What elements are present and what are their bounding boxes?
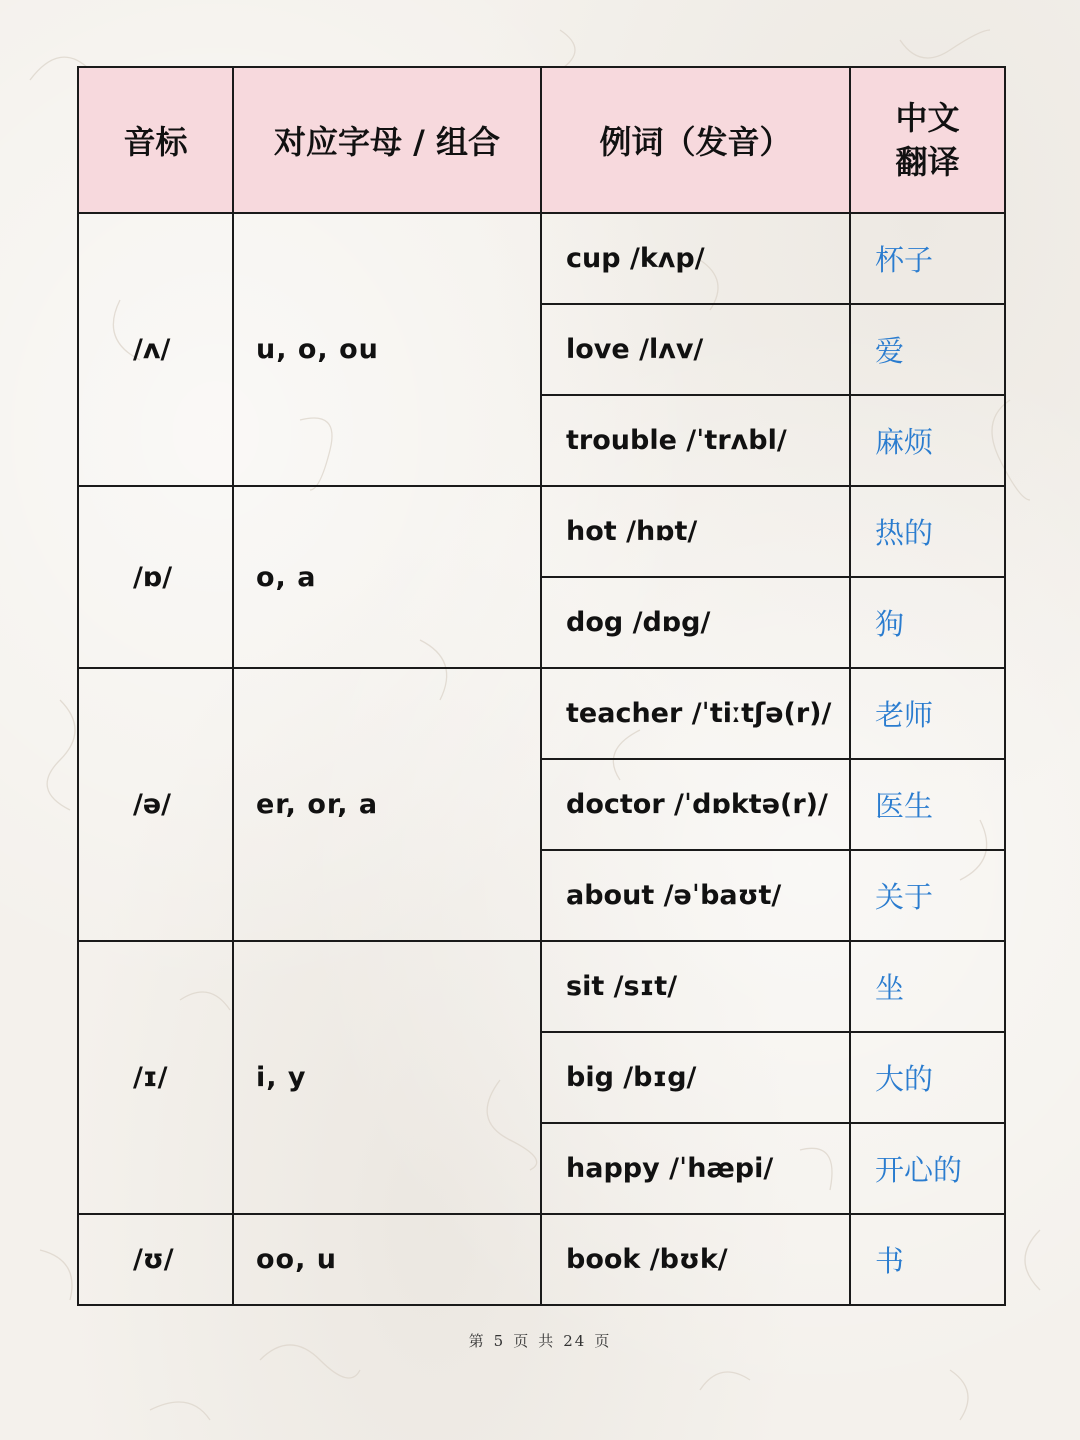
header-translation-line2: 翻译 <box>895 143 960 181</box>
chinese-translation: 书 <box>850 1214 1005 1305</box>
chinese-translation: 杯子 <box>850 213 1005 304</box>
page-number-footer <box>0 1330 1080 1351</box>
chinese-translation: 老师 <box>850 668 1005 759</box>
letter-combinations: er, or, a <box>233 668 541 941</box>
chinese-translation: 医生 <box>850 759 1005 850</box>
table-row <box>78 1214 1005 1305</box>
phonetic-symbol: /ə/ <box>78 668 233 941</box>
chinese-translation: 热的 <box>850 486 1005 577</box>
example-word: teacher /ˈtiːtʃə(r)/ <box>541 668 850 759</box>
example-word: love /lʌv/ <box>541 304 850 395</box>
current-page-number: 5 <box>493 1332 506 1350</box>
footer-page-unit: 页 <box>513 1332 531 1350</box>
example-word: about /əˈbaʊt/ <box>541 850 850 941</box>
chinese-translation: 麻烦 <box>850 395 1005 486</box>
header-symbol: 音标 <box>78 67 233 213</box>
header-example: 例词（发音） <box>541 67 850 213</box>
table-row <box>78 668 1005 759</box>
letter-combinations: o, a <box>233 486 541 668</box>
table-header-row <box>78 67 1005 213</box>
phonetic-symbol: /ɪ/ <box>78 941 233 1214</box>
example-word: big /bɪg/ <box>541 1032 850 1123</box>
phonetic-symbol: /ʊ/ <box>78 1214 233 1305</box>
chinese-translation: 坐 <box>850 941 1005 1032</box>
letter-combinations: u, o, ou <box>233 213 541 486</box>
table-row <box>78 941 1005 1032</box>
chinese-translation: 关于 <box>850 850 1005 941</box>
header-letters: 对应字母 / 组合 <box>233 67 541 213</box>
example-word: happy /ˈhæpi/ <box>541 1123 850 1214</box>
chinese-translation: 开心的 <box>850 1123 1005 1214</box>
example-word: trouble /ˈtrʌbl/ <box>541 395 850 486</box>
example-word: cup /kʌp/ <box>541 213 850 304</box>
example-word: book /bʊk/ <box>541 1214 850 1305</box>
example-word: dog /dɒg/ <box>541 577 850 668</box>
phonetic-symbol: /ʌ/ <box>78 213 233 486</box>
table-row <box>78 486 1005 577</box>
example-word: hot /hɒt/ <box>541 486 850 577</box>
example-word: sit /sɪt/ <box>541 941 850 1032</box>
chinese-translation: 爱 <box>850 304 1005 395</box>
phonetic-symbol: /ɒ/ <box>78 486 233 668</box>
footer-prefix: 第 <box>468 1332 486 1350</box>
chinese-translation: 大的 <box>850 1032 1005 1123</box>
letter-combinations: oo, u <box>233 1214 541 1305</box>
header-translation-line1: 中文 <box>895 99 960 137</box>
header-translation <box>850 67 1005 213</box>
phonetics-table <box>77 66 1006 1306</box>
footer-suffix: 页 <box>594 1332 612 1350</box>
example-word: doctor /ˈdɒktə(r)/ <box>541 759 850 850</box>
letter-combinations: i, y <box>233 941 541 1214</box>
total-page-count: 24 <box>563 1332 587 1350</box>
table-row <box>78 213 1005 304</box>
chinese-translation: 狗 <box>850 577 1005 668</box>
footer-total-label: 共 <box>538 1332 556 1350</box>
